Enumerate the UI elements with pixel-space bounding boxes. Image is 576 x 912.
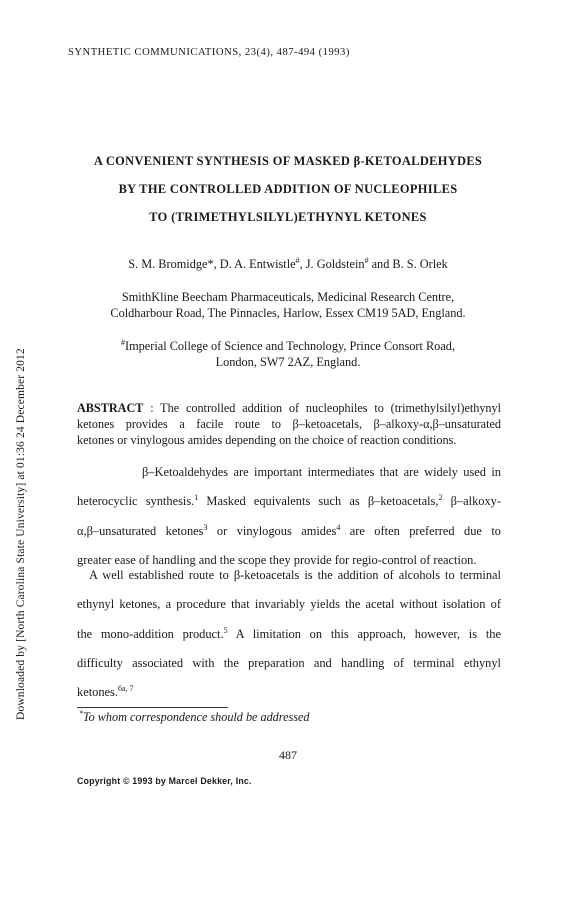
authors: S. M. Bromidge*, D. A. Entwistle#, J. Goldstein# and B. S. Orlek [128, 256, 448, 271]
affiliation-2-line-1: #Imperial College of Science and Technology, Prince Consort Road, [120, 338, 456, 353]
body-paragraph-2 [77, 561, 501, 707]
title-line-3: TO (TRIMETHYLSILYL)ETHYNYL KETONES [149, 210, 427, 224]
ref-6: 6a, 7 [117, 684, 134, 694]
author-mark-1: # [295, 256, 300, 265]
abstract-line-1: ABSTRACT : The controlled addition of nucleophiles to (trimethylsilyl)ethynyl [77, 401, 501, 415]
download-notice: Downloaded by [North Carolina State University] at 01:36 24 December 2012 [15, 348, 27, 720]
affiliation-2-line-2: London, SW7 2AZ, England. [215, 355, 361, 369]
abstract-line-3: ketones or vinylogous amides depending on the choice of reaction conditions. [77, 433, 457, 447]
footnote-rule [77, 707, 228, 708]
footnote-mark: * [79, 709, 83, 718]
abstract [77, 400, 501, 448]
para2-line-1: A well established route to β-ketoacetals is the addition of alcohols to terminal [89, 568, 501, 582]
title-line-1: A CONVENIENT SYNTHESIS OF MASKED β-KETOALDEHYDES [93, 154, 483, 168]
para2-line-4: difficulty associated with the preparation and handling of terminal ethynyl [77, 655, 501, 670]
ref-1: 1 [194, 493, 199, 503]
para1-line-1: β–Ketoaldehydes are important intermediates that are widely used in [142, 465, 501, 479]
abstract-line-2: ketones provides a facile route to β–ketoacetals, β–alkoxy-α,β–unsaturated [77, 417, 501, 431]
affiliation-mark: # [120, 338, 125, 347]
ref-5: 5 [223, 625, 228, 635]
body-paragraph-1 [77, 458, 501, 575]
para1-line-2: heterocyclic synthesis.$^1$ Masked equivalents such as β–ketoacetals,$^2$ β–alkoxy- [77, 493, 501, 509]
footnote: *To whom correspondence should be addressed [79, 709, 310, 724]
para2-line-3: the mono-addition product.$^5$ A limitation on this approach, however, is the [77, 625, 501, 641]
para2-line-2: ethynyl ketones, a procedure that invariably yields the acetal without isolation of [77, 597, 501, 612]
abstract-label: ABSTRACT [77, 401, 144, 415]
ref-4: 4 [336, 522, 341, 532]
author-mark-2: # [364, 256, 369, 265]
para2-line-5: ketones.$^{6a, 7}$ [77, 684, 134, 700]
journal-header: SYNTHETIC COMMUNICATIONS, 23(4), 487-494 (1993) [68, 47, 350, 58]
copyright: Copyright © 1993 by Marcel Dekker, Inc. [77, 776, 252, 786]
para1-line-4: greater ease of handling and the scope they provide for regio-control of reaction. [77, 552, 477, 567]
title-line-2: BY THE CONTROLLED ADDITION OF NUCLEOPHILES [118, 182, 458, 196]
para1-line-3: α,β–unsaturated ketones$^3$ or vinylogous amides$^4$ are often preferred due to [77, 522, 501, 538]
affiliation-1-line-2: Coldharbour Road, The Pinnacles, Harlow, Essex CM19 5AD, England. [110, 306, 466, 320]
ref-2: 2 [438, 493, 443, 503]
ref-3: 3 [203, 522, 208, 532]
page-number: 487 [279, 748, 297, 762]
affiliation-1-line-1: SmithKline Beecham Pharmaceuticals, Medicinal Research Centre, [121, 290, 455, 304]
